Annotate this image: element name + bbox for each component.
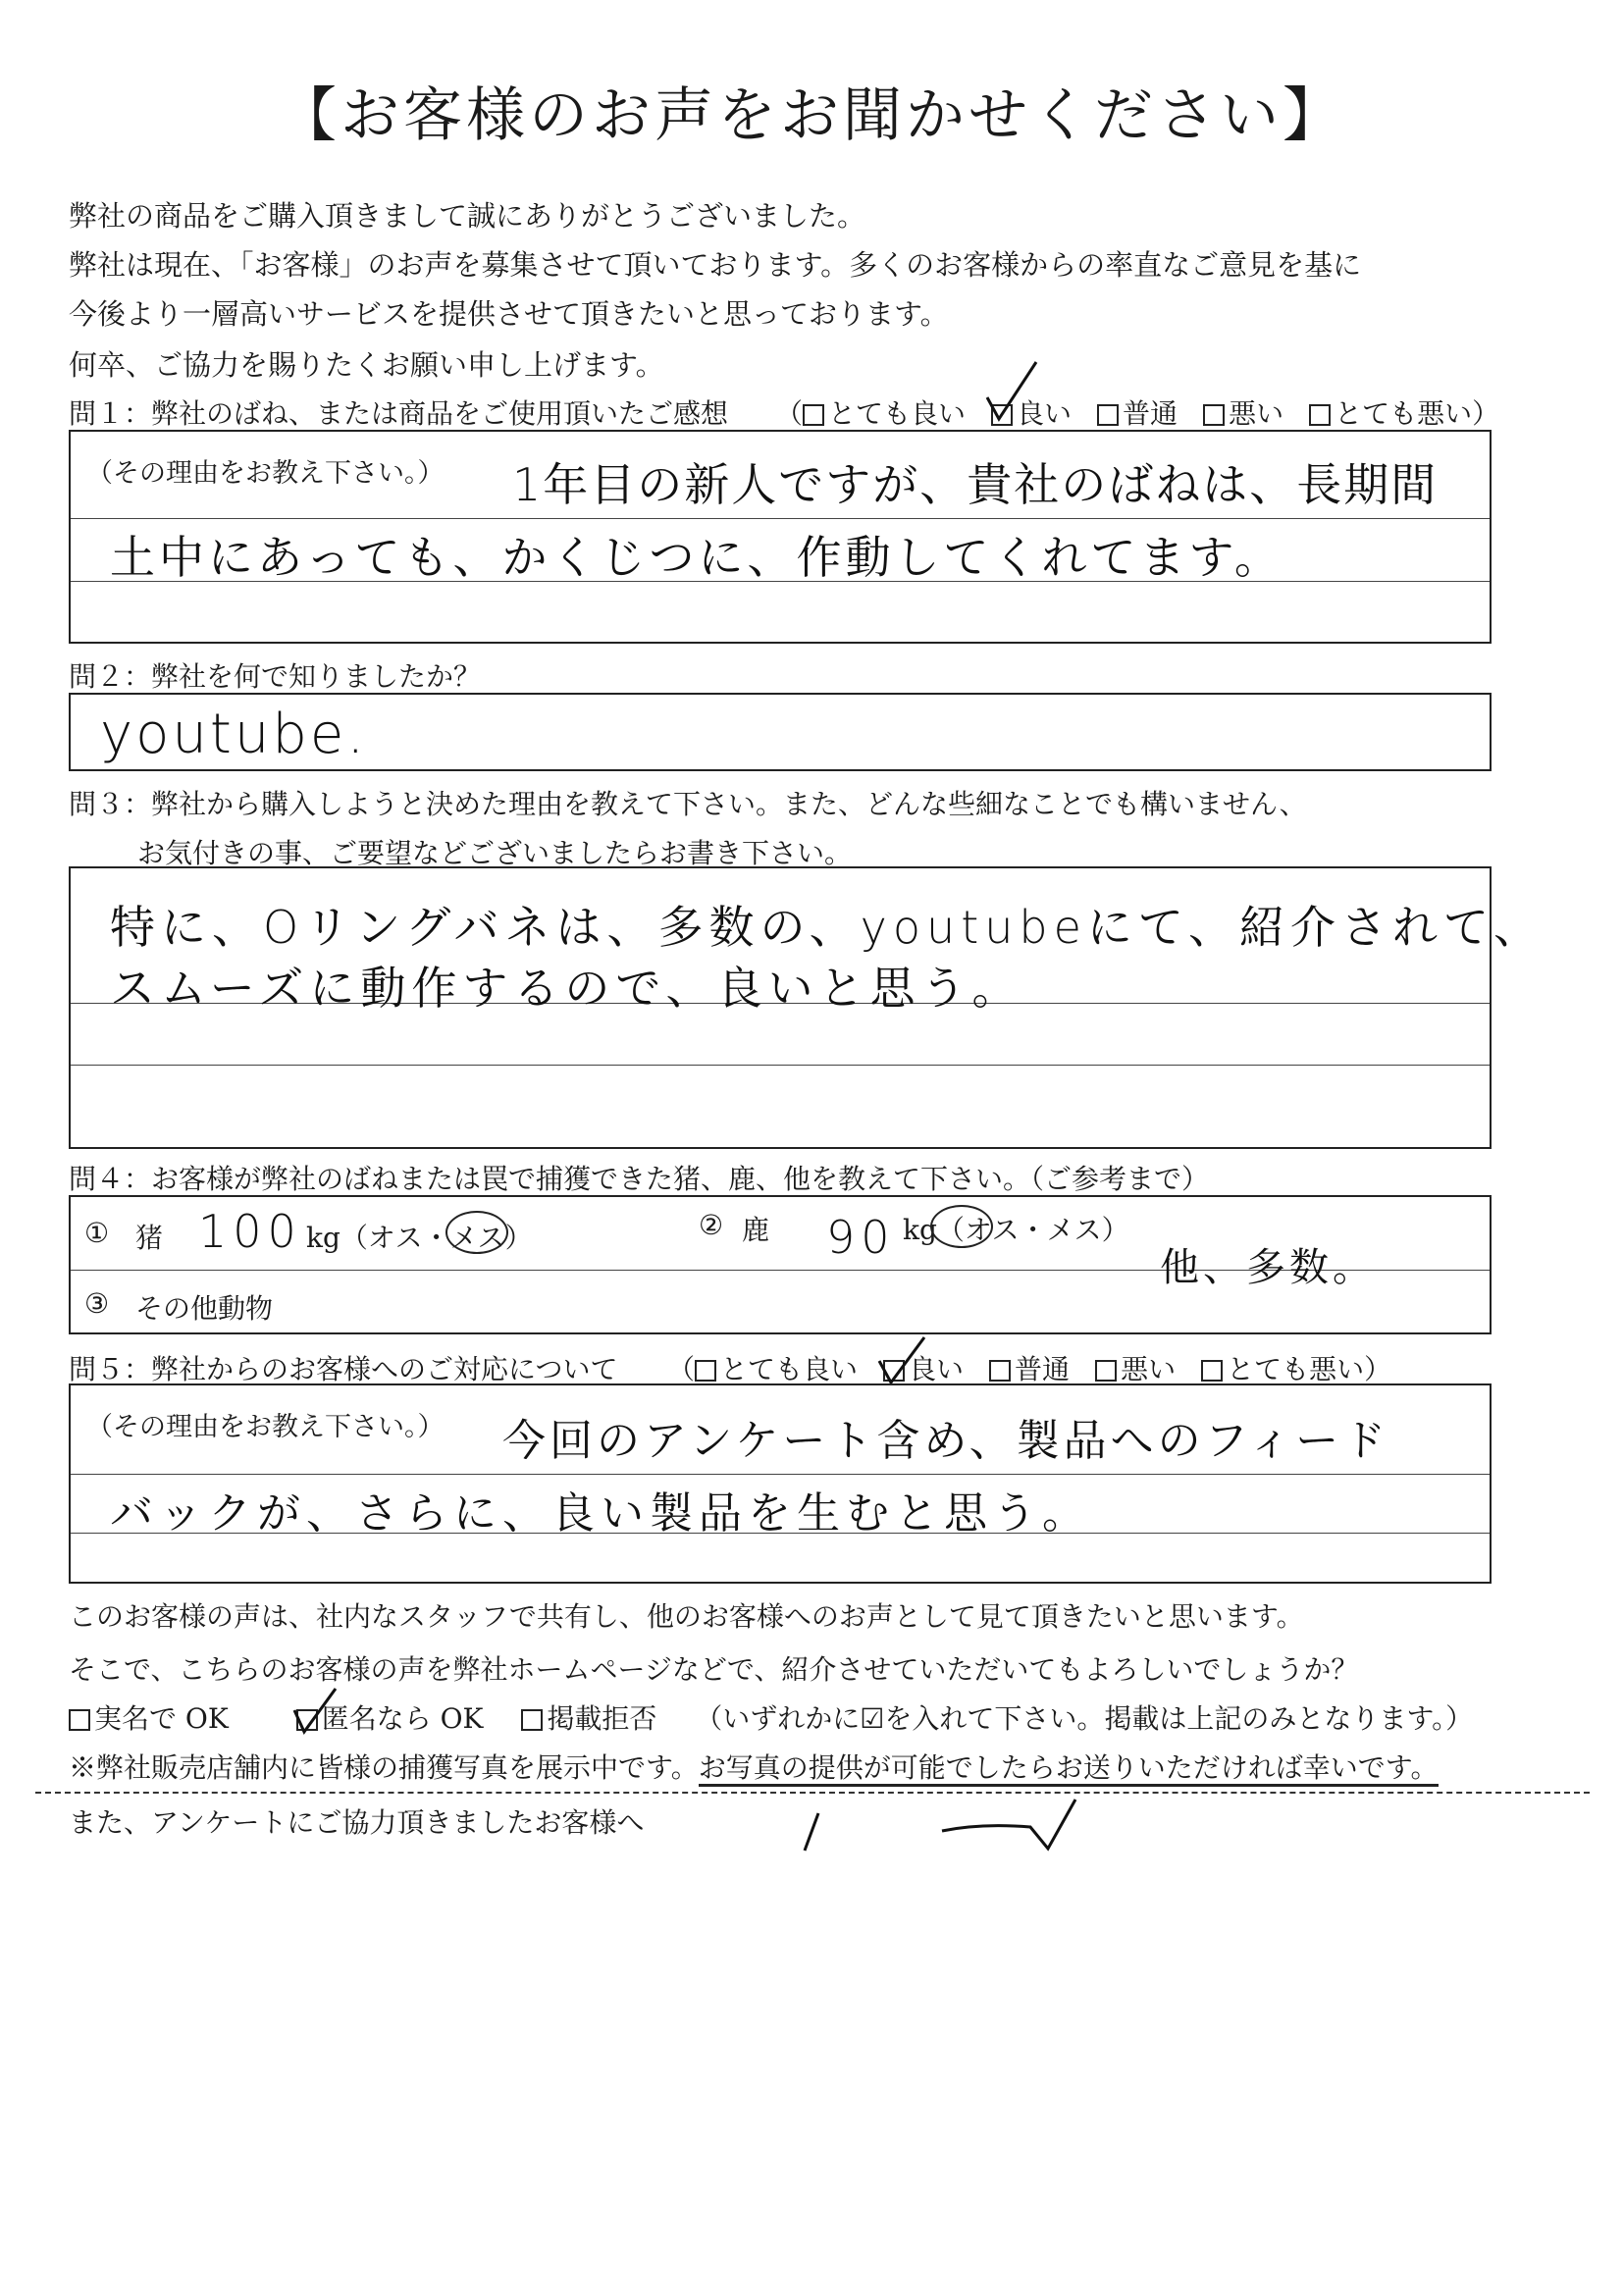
- q4-item2-unit: kg（オス・メス）: [903, 1214, 1129, 1246]
- q5-option-bad[interactable]: 悪い: [1095, 1353, 1176, 1385]
- page-title: 【お客様のお声をお聞かせください】: [278, 81, 1345, 150]
- photo-note: [69, 1747, 1439, 1786]
- q4-item3-no: ③: [84, 1287, 110, 1320]
- q5-options: （ とても良い 良い 普通 悪い とても悪い）: [667, 1348, 1391, 1387]
- q4-label: 問４：お客様が弊社のばねまたは罠で捕獲できた猪、鹿、他を教えて下さい。（ご参考まで）: [69, 1163, 1210, 1195]
- consent-line-2: そこで、こちらのお客様の声を弊社ホームページなどで、紹介させていただいてもよろしいでしょうか？: [69, 1653, 1359, 1686]
- answer-rule: [71, 1474, 1490, 1475]
- q4-item3-name: その他動物: [135, 1292, 274, 1325]
- q2-label: 問２：弊社を何で知りましたか？: [69, 660, 482, 693]
- q1-option-very-good[interactable]: とても良い: [803, 397, 966, 430]
- q5-hint: （その理由をお教え下さい。）: [86, 1412, 445, 1442]
- q5-answer-box[interactable]: [69, 1383, 1492, 1584]
- q1-hint: （その理由をお教え下さい。）: [86, 458, 445, 489]
- q4-item2-name: 鹿: [742, 1214, 770, 1246]
- q2-answer: youtube.: [100, 703, 368, 766]
- option-realname[interactable]: 実名で OK: [69, 1702, 229, 1735]
- q4-item2-no: ②: [699, 1209, 724, 1241]
- photo-note-underlined: お写真の提供が可能でしたらお送りいただければ幸いです。: [699, 1751, 1439, 1787]
- option-anonymous[interactable]: 匿名なら OK: [296, 1702, 484, 1735]
- female-circle-mark: [445, 1211, 508, 1254]
- consent-note: （いずれかに☑を入れて下さい。掲載は上記のみとなります。）: [695, 1702, 1474, 1735]
- footer-text: また、アンケートにご協力頂きましたお客様へ: [69, 1806, 645, 1839]
- q1-answer-box[interactable]: [69, 430, 1492, 644]
- intro-line-3: 今後より一層高いサービスを提供させて頂きたいと思っております。: [69, 297, 949, 331]
- q3-answer-box[interactable]: [69, 866, 1545, 1149]
- q4-extra-note: 他、多数。: [1160, 1245, 1376, 1290]
- q4-item1-name: 猪: [135, 1222, 164, 1254]
- answer-rule: [71, 518, 1490, 519]
- checkmark-icon: [983, 358, 1042, 427]
- q2-answer-box[interactable]: [69, 693, 1492, 771]
- q3-label: 問３：弊社から購入しようと決めた理由を教えて下さい。また、どんな些細なことでも構いません、: [69, 788, 1307, 820]
- q4-item1-unit: kg（オス・メス）: [306, 1222, 533, 1254]
- q5-option-very-good[interactable]: とても良い: [695, 1353, 858, 1385]
- q1-answer-line-2: 土中にあっても、かくじつに、作動してくれてます。: [110, 531, 1283, 584]
- q5-option-good[interactable]: 良い: [883, 1353, 964, 1385]
- photo-note-prefix: ※弊社販売店舗内に皆様の捕獲写真を展示中です。: [69, 1751, 699, 1784]
- q4-item1-value: 100: [198, 1205, 302, 1258]
- q5-option-very-bad[interactable]: とても悪い: [1201, 1353, 1364, 1385]
- q3-answer-line-2: スムーズに動作するので、良いと思う。: [110, 962, 1023, 1015]
- q5-answer-line-2: バックが、さらに、良い製品を生むと思う。: [110, 1488, 1091, 1539]
- checkmark-icon: [290, 1685, 340, 1740]
- male-circle-mark: [930, 1205, 993, 1248]
- q3-answer-line-1: 特に、Oリングバネは、多数の、youtubeにて、紹介されて、: [110, 901, 1545, 954]
- q4-item1-no: ①: [84, 1217, 110, 1249]
- consent-options: [69, 1697, 1473, 1737]
- q1-options: （ とても良い 良い 普通 悪い とても悪い）: [775, 392, 1499, 432]
- option-refuse[interactable]: 掲載拒否: [521, 1702, 656, 1735]
- q5-answer-line-1: 今回のアンケート含め、製品へのフィード: [502, 1416, 1390, 1466]
- q5-label: 問５：弊社からのお客様へのご対応について: [69, 1353, 618, 1385]
- q1-option-bad[interactable]: 悪い: [1203, 397, 1283, 430]
- answer-rule: [71, 1065, 1490, 1066]
- q3-label-2: お気付きの事、ご要望などございましたらお書き下さい。: [137, 837, 853, 869]
- q1-answer-line-1: 1年目の新人ですが、貴社のばねは、長期間: [512, 458, 1439, 511]
- q1-option-good[interactable]: 良い: [991, 397, 1072, 430]
- stray-pen-marks: [785, 1794, 1079, 1852]
- q5-option-normal[interactable]: 普通: [989, 1353, 1070, 1385]
- intro-line-1: 弊社の商品をご購入頂きまして誠にありがとうございました。: [69, 199, 866, 233]
- q4-answer-box[interactable]: [69, 1195, 1492, 1334]
- q1-option-very-bad[interactable]: とても悪い: [1309, 397, 1472, 430]
- q4-item2-value: 90: [826, 1211, 896, 1264]
- intro-line-2: 弊社は現在、「お客様」のお声を募集させて頂いております。多くのお客様からの率直なご意見を基に: [69, 248, 1362, 282]
- q1-label: 問１：弊社のばね、または商品をご使用頂いたご感想: [69, 397, 729, 430]
- intro-line-4: 何卒、ご協力を賜りたくお願い申し上げます。: [69, 348, 664, 382]
- q1-option-normal[interactable]: 普通: [1097, 397, 1178, 430]
- consent-line-1: このお客様の声は、社内なスタッフで共有し、他のお客様へのお声として見て頂きたいと思います。: [69, 1600, 1304, 1633]
